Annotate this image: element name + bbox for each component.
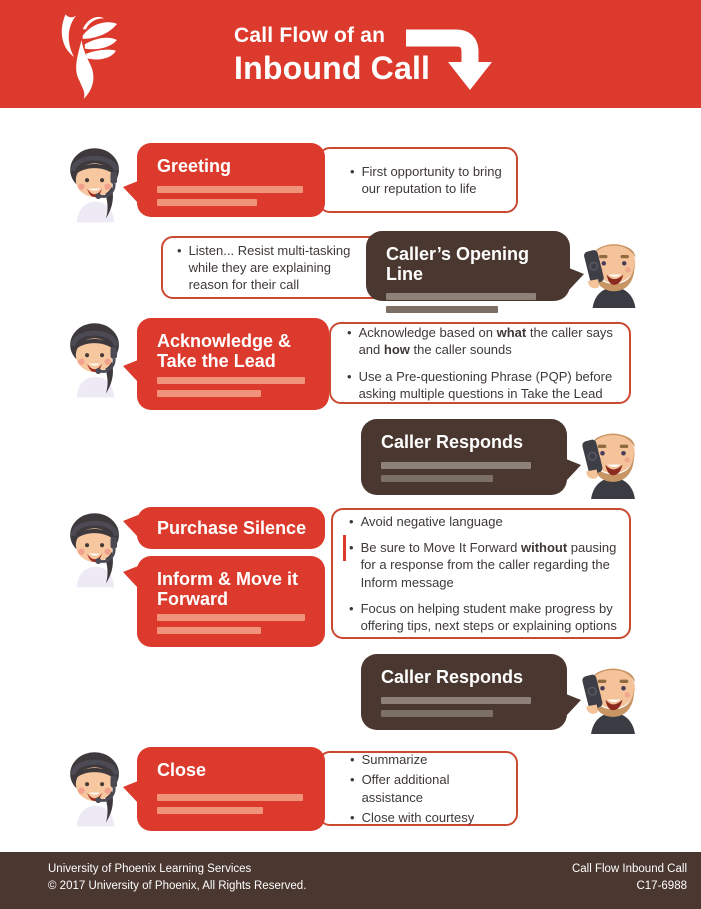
agent-avatar — [58, 504, 133, 590]
placeholder-line — [157, 390, 261, 397]
footer-right — [572, 861, 687, 909]
placeholder-line — [386, 293, 536, 300]
bullet-marker: • — [350, 772, 355, 788]
agent-avatar — [58, 744, 133, 828]
speech-bubble-caller-responds-1 — [361, 419, 567, 495]
bullet-marker: • — [350, 809, 355, 825]
placeholder-line — [381, 697, 531, 704]
caller-avatar — [572, 652, 654, 734]
caller-avatar — [572, 417, 654, 499]
placeholder-lines — [381, 697, 553, 717]
bullet-marker: • — [177, 242, 182, 258]
placeholder-line — [381, 462, 531, 469]
bullet-text: Summarize — [361, 752, 428, 768]
speech-bubble-caller-responds-2 — [361, 654, 567, 730]
note-bullet — [349, 513, 617, 530]
note-bullet — [349, 539, 617, 590]
bubble-tail — [123, 781, 138, 803]
placeholder-line — [157, 186, 303, 193]
bullet-marker: • — [347, 325, 352, 341]
footer-doc-code: C17-6988 — [636, 880, 687, 893]
step-title: Greeting — [157, 156, 232, 176]
placeholder-line — [381, 475, 493, 482]
placeholder-line — [386, 306, 498, 313]
curved-down-arrow-icon — [404, 26, 492, 94]
note-box-close — [318, 751, 518, 826]
step-title: Purchase Silence — [157, 517, 307, 538]
placeholder-line — [157, 794, 303, 801]
note-box-purchase-silence — [331, 508, 631, 639]
note-bullet — [177, 242, 356, 293]
bubble-tail — [123, 181, 138, 203]
step-title: Caller Responds — [381, 432, 524, 452]
note-bullet — [350, 771, 508, 805]
step-title: Caller Responds — [381, 667, 524, 687]
bullet-marker: • — [350, 163, 355, 179]
placeholder-line — [157, 627, 261, 634]
bubble-tail — [569, 268, 584, 290]
speech-bubble-inform-move-forward — [137, 556, 325, 647]
placeholder-lines — [381, 462, 553, 482]
bullet-text: Use a Pre-questioning Phrase (PQP) before asking multiple questions in Take the Lead — [358, 368, 613, 401]
placeholder-line — [157, 614, 305, 621]
placeholder-line — [157, 199, 257, 206]
bubble-tail — [123, 566, 138, 588]
note-bullet — [347, 324, 617, 358]
bubble-tail — [123, 515, 138, 537]
note-bullet — [350, 163, 506, 197]
page-title-line2: Inbound Call — [234, 50, 431, 86]
university-of-phoenix-logo-icon — [52, 10, 122, 100]
speech-bubble-greeting — [137, 143, 325, 217]
step-title: Caller’s Opening Line — [386, 244, 530, 285]
page-title — [234, 24, 430, 87]
bullet-marker: • — [347, 368, 352, 384]
note-box-opening-line — [161, 236, 392, 299]
speech-bubble-purchase-silence — [137, 507, 325, 549]
speech-bubble-callers-opening-line — [366, 231, 570, 301]
footer-left — [48, 861, 306, 909]
note-bullet — [349, 600, 617, 634]
bullet-marker: • — [349, 514, 354, 530]
header-banner — [0, 0, 701, 108]
bullet-text: Acknowledge based on what the caller says and how the caller sounds — [358, 325, 613, 358]
placeholder-lines — [157, 186, 311, 206]
bullet-marker: • — [349, 540, 354, 556]
bullet-marker: • — [349, 600, 354, 616]
footer-doc-title: Call Flow Inbound Call — [571, 863, 687, 875]
bullet-text: First opportunity to bring our reputation to life — [361, 163, 502, 196]
footer-copyright: © 2017 University of Phoenix, All Rights Reserved. — [48, 880, 307, 893]
placeholder-line — [157, 807, 263, 814]
note-bullet — [350, 751, 508, 768]
page-title-line1: Call Flow of an — [234, 24, 386, 47]
speech-bubble-close — [137, 747, 325, 831]
bullet-text: Be sure to Move It Forward without pausing for a response from the caller regarding the Inform message — [360, 540, 617, 590]
placeholder-lines — [157, 377, 315, 397]
bullet-text: Focus on helping student make progress by offering tips, next steps or explaining options — [360, 600, 617, 633]
step-title: Inform & Move it Forward — [157, 569, 299, 610]
bullet-text: Close with courtesy — [361, 809, 475, 825]
placeholder-line — [157, 377, 305, 384]
placeholder-lines — [386, 293, 562, 313]
bullet-marker: • — [350, 752, 355, 768]
bubble-tail — [566, 694, 581, 716]
note-bullet — [347, 368, 617, 402]
note-bullet — [350, 809, 508, 826]
step-title: Acknowledge & Take the Lead — [157, 331, 292, 372]
footer-org: University of Phoenix Learning Services — [48, 863, 252, 875]
agent-avatar — [58, 315, 133, 399]
speech-bubble-acknowledge — [137, 318, 329, 410]
placeholder-lines — [157, 794, 311, 814]
placeholder-lines — [157, 614, 311, 634]
bubble-connector-line — [343, 535, 346, 561]
note-box-acknowledge — [329, 322, 631, 404]
placeholder-line — [381, 710, 493, 717]
step-title: Close — [157, 760, 207, 780]
caller-avatar — [574, 228, 654, 308]
bullet-text: Offer additional assistance — [361, 772, 450, 805]
agent-avatar — [58, 140, 133, 224]
bullet-text: Listen... Resist multi-tasking while they are explaining reason for their call — [188, 242, 351, 293]
bullet-text: Avoid negative language — [360, 514, 503, 530]
footer-banner — [0, 852, 701, 909]
bubble-tail — [566, 459, 581, 481]
bubble-tail — [123, 360, 138, 382]
note-box-greeting — [318, 147, 518, 213]
